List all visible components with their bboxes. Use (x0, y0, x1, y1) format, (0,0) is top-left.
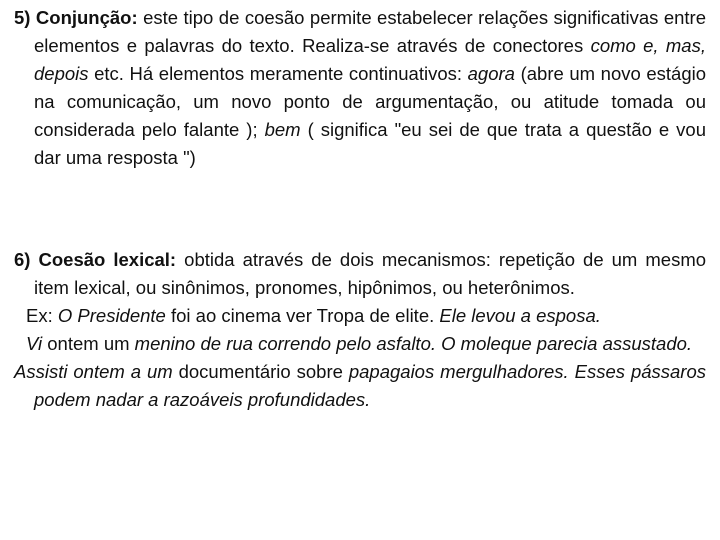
item-5-text-3: (abre um novo estágio na comunicação, um novo ponto de argumentação, ou atitude tomada ou considerada pelo falante ); (34, 63, 707, 140)
example-2-italic-2: menino de rua correndo pelo asfalto. O moleque parecia assustado. (134, 333, 693, 354)
example-1-italic-1: O Presidente (57, 305, 166, 326)
example-3-text: documentário sobre (178, 361, 343, 382)
item-6-coesao-lexical (14, 246, 706, 414)
item-6-number: 6) (14, 249, 31, 270)
example-1 (14, 302, 706, 330)
item-5-text-4: ( significa "eu sei de que trata a questão e vou dar uma resposta ") (34, 119, 706, 168)
example-1-text: foi ao cinema ver Tropa de elite. (171, 305, 435, 326)
item-5-term: Conjunção: (35, 7, 138, 28)
item-5-heading (14, 7, 138, 28)
item-6-paragraph (14, 246, 706, 302)
item-6-heading (14, 249, 176, 270)
item-5-conjuncao (14, 4, 706, 172)
item-6-term: Coesão lexical: (38, 249, 177, 270)
item-6-text-1: obtida através de dois mecanismos: repetição de um mesmo item lexical, ou sinônimos, pronomes, hipônimos, ou heterônimos. (34, 249, 707, 298)
item-5-italic-connectors: como e, mas, depois (34, 35, 706, 84)
example-3-italic-1: Assisti ontem a um (14, 361, 173, 382)
example-label: Ex: (26, 305, 53, 326)
item-5-number: 5) (14, 7, 31, 28)
example-2-italic-1: Vi (26, 333, 43, 354)
item-5-italic-agora: agora (467, 63, 515, 84)
example-2 (14, 330, 706, 358)
item-5-text-2: etc. Há elementos meramente continuativos: (94, 63, 463, 84)
item-5-italic-bem: bem (264, 119, 301, 140)
example-3-italic-2: papagaios mergulhadores. Esses pássaros podem nadar a razoáveis profundidades. (34, 361, 707, 410)
item-5-paragraph (14, 4, 706, 172)
example-3 (14, 358, 706, 414)
item-5-text-1: este tipo de coesão permite estabelecer relações significativas entre elementos e palavras do texto. Realiza-se através de conectores (34, 7, 707, 56)
example-2-text: ontem um (47, 333, 130, 354)
example-1-italic-2: Ele levou a esposa. (439, 305, 601, 326)
